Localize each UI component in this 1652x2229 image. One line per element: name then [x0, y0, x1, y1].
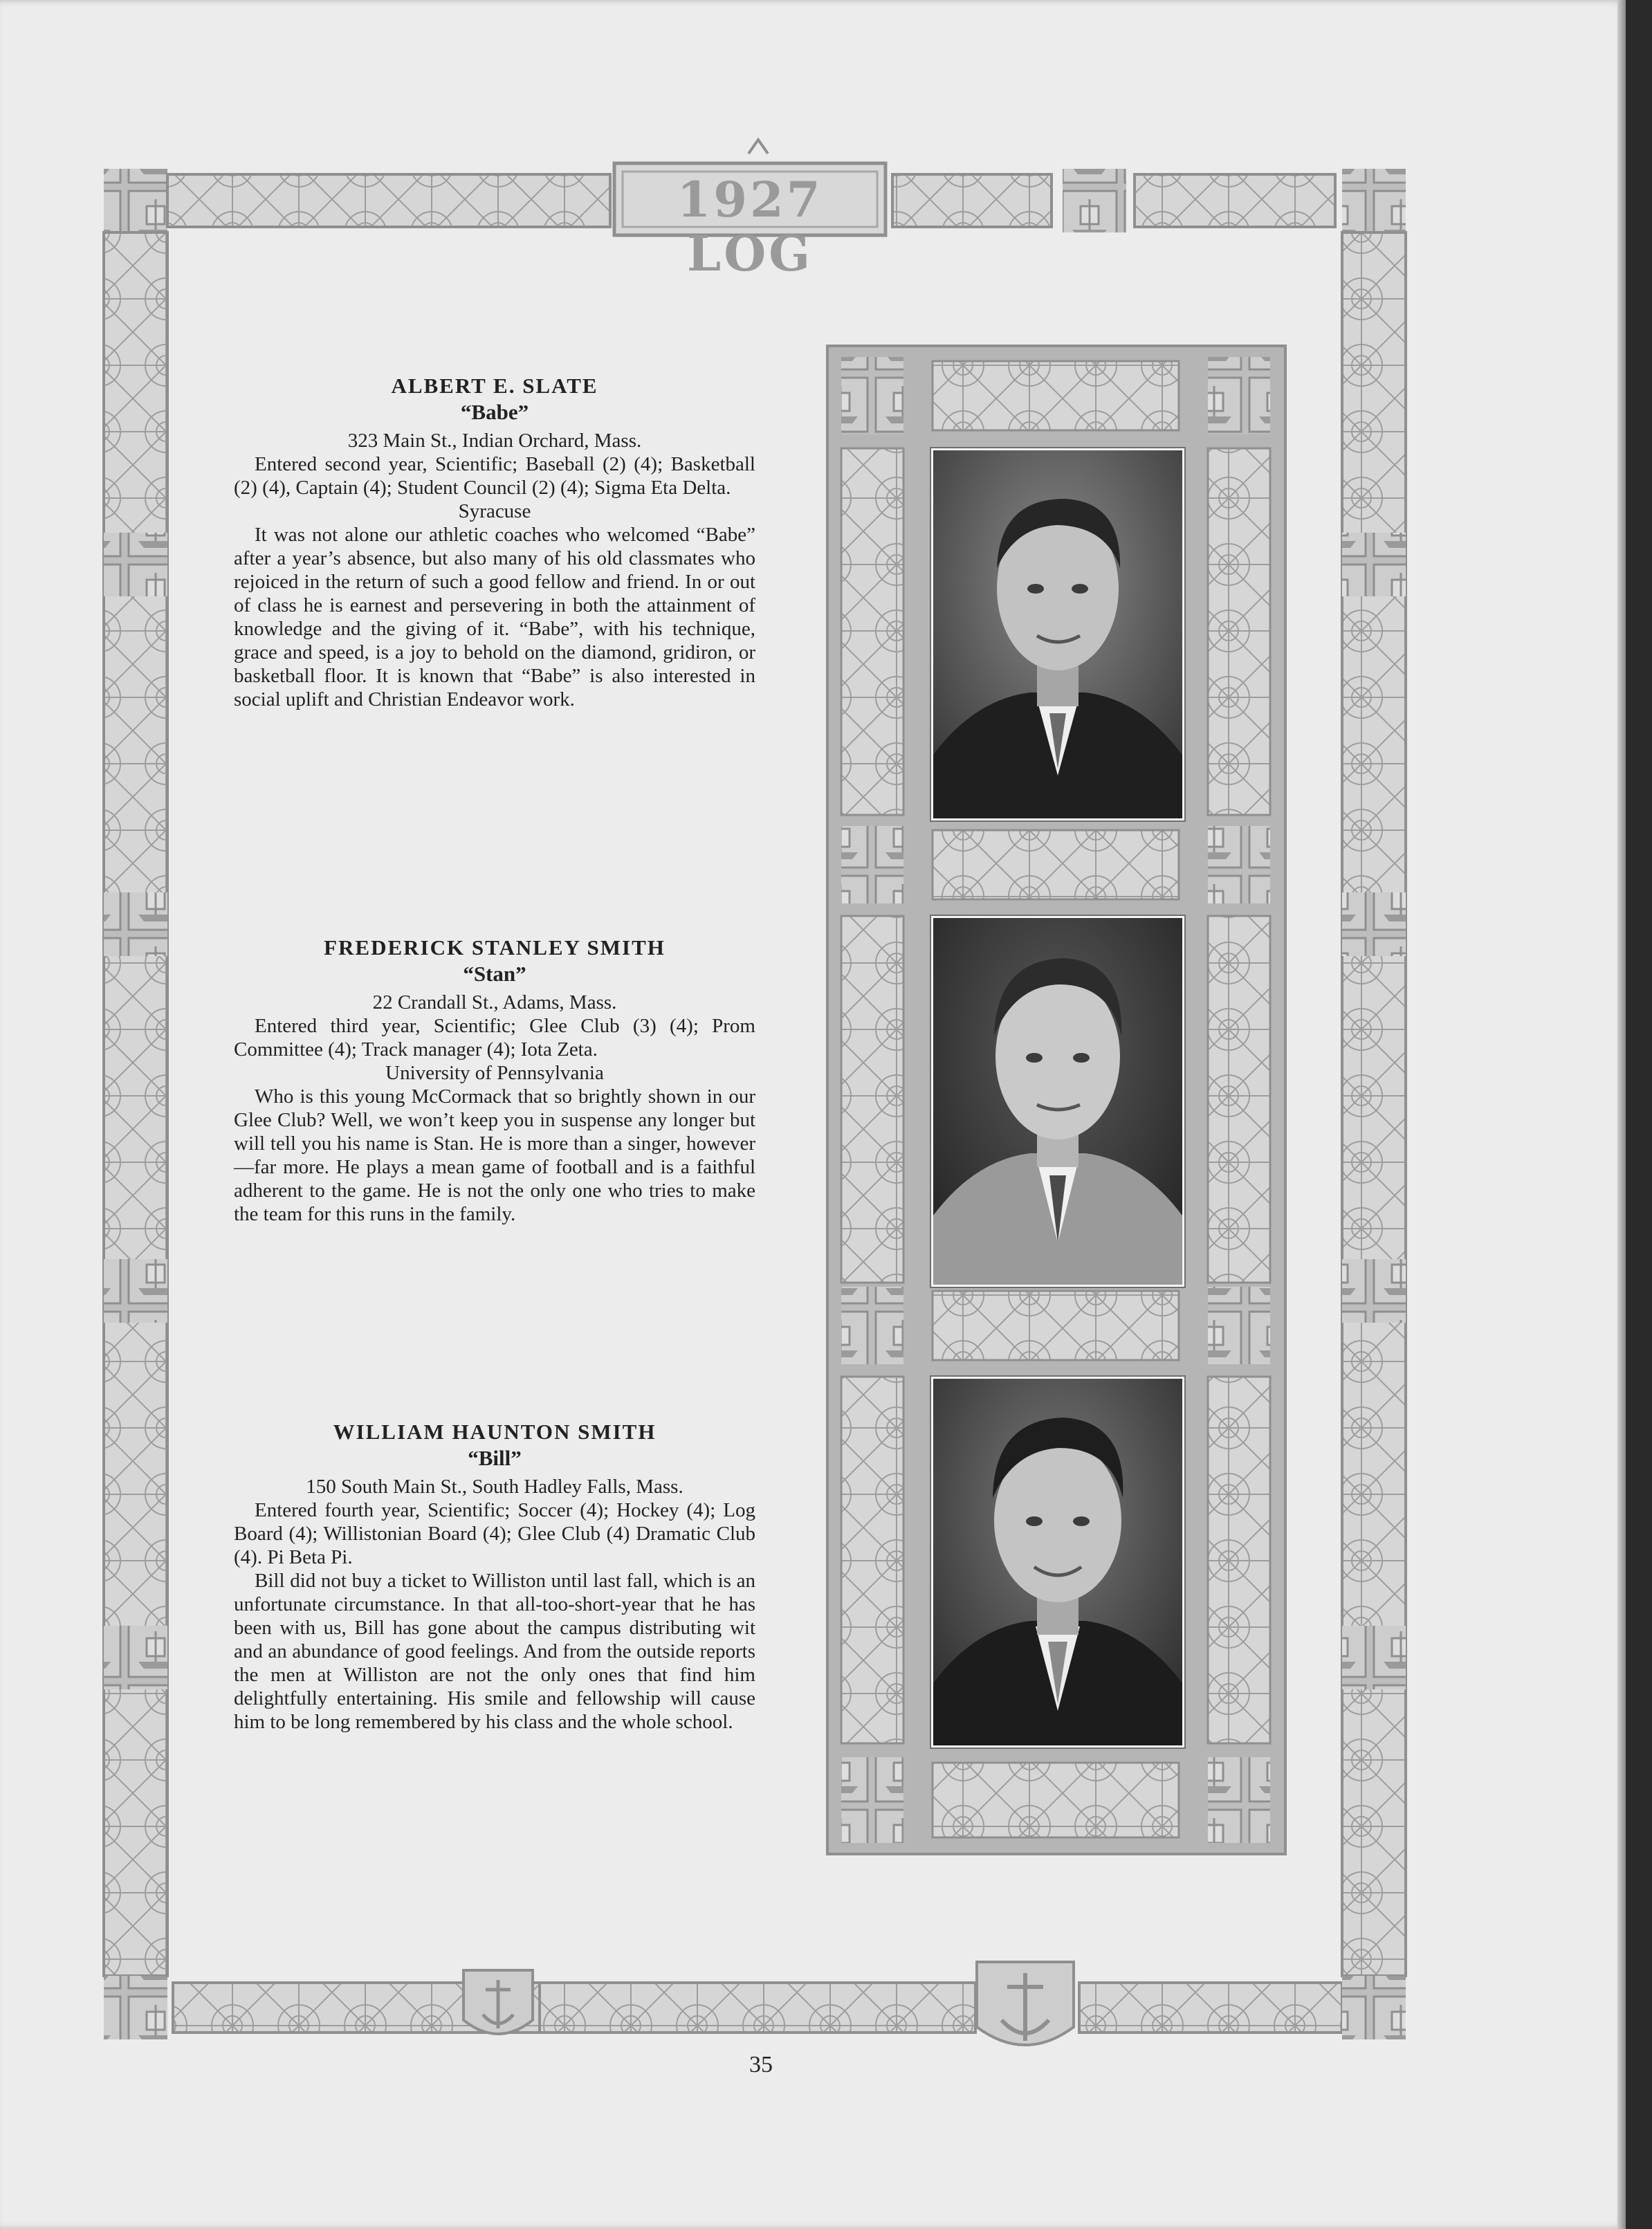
- student-address: 323 Main St., Indian Orchard, Mass.: [347, 430, 642, 452]
- student-name: FREDERICK STANLEY SMITH: [324, 935, 666, 960]
- student-college: University of Pennsylvania: [385, 1062, 604, 1084]
- anchor-shield-ornament-left: [464, 1970, 533, 2034]
- anchor-shield-ornament-right: [977, 1962, 1074, 2045]
- student-address: 22 Crandall St., Adams, Mass.: [372, 991, 617, 1013]
- portrait-frederick-stanley-smith: [931, 916, 1184, 1287]
- frame-top-left-corner-ornament: [104, 169, 167, 232]
- student-record: Entered second year, Scientific; Baseball (2) (4); Basketball (2) (4), Captain (4); Student Council (2) (4); Sigma Eta Delta.: [234, 453, 755, 499]
- student-college: Syracuse: [458, 500, 531, 522]
- student-bio: Who is this young McCormack that so brightly shown in our Glee Club? Well, we won’t keep you in suspense any longer but will tell you his name is Stan. He is more than a singer, however—far more. He plays a mean game of football and is a faithful adherent to the game. He is not the only one who tries to make the team for this runs in the family.: [234, 1085, 755, 1225]
- student-bio: It was not alone our athletic coaches who welcomed “Babe” after a year’s absence, but also many of his old classmates who rejoiced in the return of such a good fellow and friend. In or out of class he is earnest and persevering in both the attainment of knowledge and the giving of it. “Babe”, with his technique, grace and speed, is a joy to behold on the diamond, gridiron, or basketball floor. It is known that “Babe” is also interested in social uplift and Christian Endeavor work.: [234, 524, 755, 710]
- entry-albert-e-slate: [234, 374, 755, 711]
- page-edge: [1617, 0, 1626, 2229]
- student-record: Entered fourth year, Scientific; Soccer (4); Hockey (4); Log Board (4); Willistonian Board (4); Glee Club (4) Dramatic Club (4). Pi Beta Pi.: [234, 1499, 755, 1568]
- student-nickname: “Stan”: [463, 962, 526, 986]
- student-address: 150 South Main St., South Hadley Falls, Mass.: [306, 1476, 683, 1498]
- entry-frederick-stanley-smith: [234, 935, 755, 1226]
- student-bio: Bill did not buy a ticket to Williston until last fall, which is an unfortunate circumstance. In that all-too-short-year that he has been with us, Bill has gone about the campus distributing wit and an abundance of good feelings. And from the outside reports the men at Williston are not the only ones that find him delightfully entertaining. His smile and fellowship will cause him to be long remembered by his class and the whole school.: [234, 1570, 755, 1733]
- student-nickname: “Babe”: [460, 400, 529, 424]
- page-number: 35: [749, 2052, 773, 2077]
- student-record: Entered third year, Scientific; Glee Club (3) (4); Prom Committee (4); Track manager (4); Iota Zeta.: [234, 1015, 755, 1061]
- portrait-albert-e-slate: [931, 448, 1184, 820]
- student-name: ALBERT E. SLATE: [391, 374, 598, 398]
- banner-title: 1927 LOG: [677, 171, 823, 282]
- student-name: WILLIAM HAUNTON SMITH: [333, 1420, 657, 1444]
- student-nickname: “Bill”: [468, 1446, 522, 1470]
- portrait-william-haunton-smith: [931, 1377, 1184, 1748]
- entry-william-haunton-smith: [234, 1420, 755, 1734]
